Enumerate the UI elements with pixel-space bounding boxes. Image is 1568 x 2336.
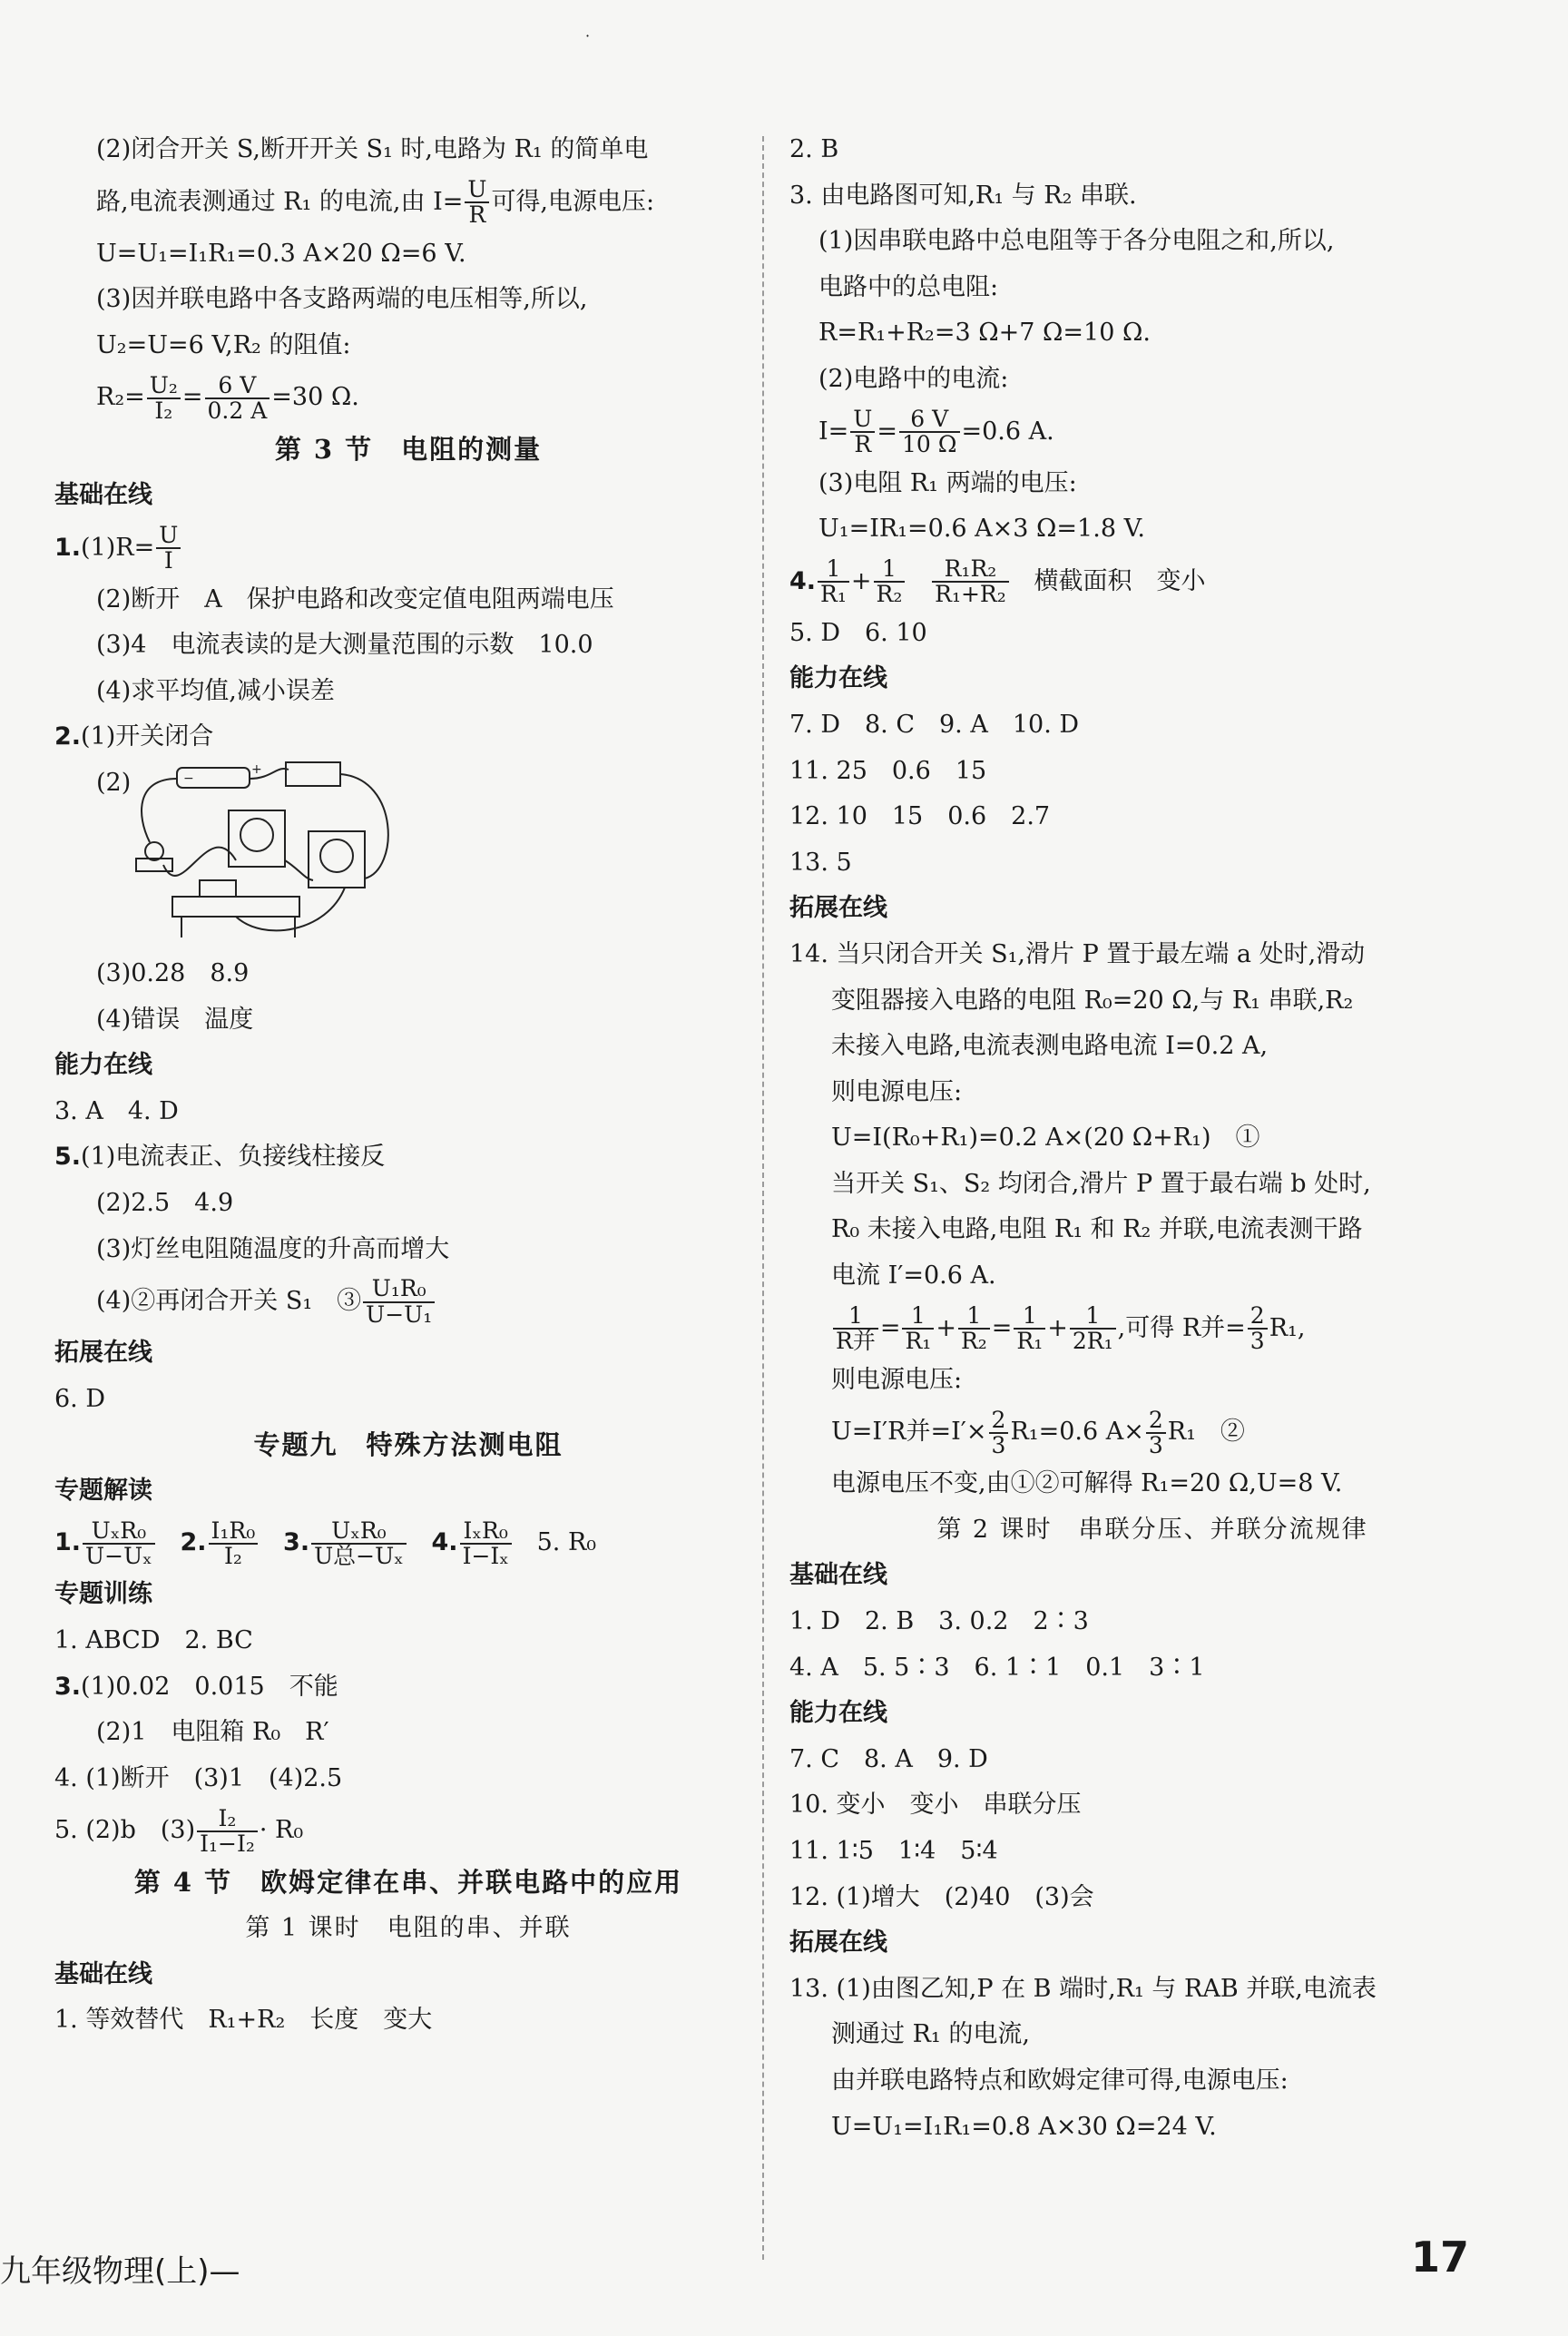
text-line: 测通过 R₁ 的电流,	[831, 2020, 1030, 2049]
text-line: 5. (2)b (3) $\frac{\text{I₂}}{\text{I₁−I₂}}$ · R₀	[54, 1804, 304, 1857]
text-line: 则电源电压:	[831, 1077, 963, 1106]
topic-title: 专题九 特殊方法测电阻	[253, 1429, 564, 1461]
text-line: (3)灯丝电阻随温度的升高而增大	[96, 1234, 450, 1263]
text-line: (2)1 电阻箱 R₀ R′	[96, 1718, 329, 1747]
rheostat	[172, 897, 299, 917]
switch-base	[286, 762, 340, 786]
section-heading: 拓展在线	[789, 894, 887, 923]
section-heading: 基础在线	[54, 480, 152, 509]
left-column	[54, 127, 762, 2044]
text-line: 电路中的总电阻:	[818, 272, 999, 301]
section-heading: 拓展在线	[789, 1929, 887, 1958]
section-heading: 能力在线	[789, 664, 887, 693]
text-line: U₂=U=6 V,R₂ 的阻值:	[96, 330, 351, 359]
fraction: $\frac{2}{3}$	[1146, 1408, 1166, 1458]
fraction: $\frac{1}{\text{2R₁}}$	[1070, 1304, 1116, 1354]
text-line: (3)4 电流表读的是大测量范围的示数 10.0	[96, 631, 593, 660]
text-line: 5. D 6. 10	[789, 618, 927, 647]
text-line: (2)2.5 4.9	[96, 1188, 234, 1217]
text-line: I= $\frac{U}{R}$ = $\frac{6 V}{10 \Omega}$ =0.6 A.	[818, 405, 1054, 458]
fraction: $\frac{\text{U₂}}{\text{I₂}}$	[147, 374, 181, 424]
text-line: 当开关 S₁、S₂ 均闭合,滑片 P 置于最右端 b 处时,	[831, 1169, 1371, 1198]
text-line: 7. C 8. A 9. D	[789, 1744, 988, 1773]
text-line: (2)闭合开关 S,断开开关 S₁ 时,电路为 R₁ 的简单电	[96, 135, 649, 163]
fraction: $\frac{1}{\text{R并}}$	[833, 1304, 878, 1354]
text-line: 7. D 8. C 9. A 10. D	[789, 710, 1080, 739]
text-line: 13. (1)由图乙知,P 在 B 端时,R₁ 与 RAB 并联,电流表	[789, 1974, 1377, 2003]
fraction: $\frac{\text{UₓR₀}}{\text{U总−Uₓ}}$	[311, 1519, 407, 1569]
fraction: $\frac{\text{I₂}}{\text{I₁−I₂}}$	[197, 1807, 258, 1857]
text-line: U=U₁=I₁R₁=0.3 A×20 Ω=6 V.	[96, 239, 466, 268]
circuit-figure-block: (2) − +	[54, 761, 762, 951]
rheostat-slider	[200, 880, 236, 897]
book-title-footer: 九年级物理(上)—	[0, 2253, 240, 2290]
header-mark: ·	[585, 27, 591, 44]
fraction: $\frac{6 V}{0.2 A}$	[205, 374, 270, 424]
battery-minus: −	[183, 770, 194, 786]
text-line: 未接入电路,电流表测电路电流 I=0.2 A,	[831, 1032, 1269, 1061]
fraction: $\frac{\text{U₁R₀}}{\text{U−U₁}}$	[363, 1277, 435, 1327]
section-heading: 能力在线	[789, 1699, 887, 1728]
circuit-diagram	[127, 761, 454, 951]
wire	[163, 848, 236, 876]
text-line: (3)0.28 8.9	[96, 958, 250, 987]
text-line: R₀ 未接入电路,电阻 R₁ 和 R₂ 并联,电流表测干路	[831, 1215, 1363, 1244]
fraction: $\frac{U}{R}$	[465, 178, 489, 228]
text-line: 1. D 2. B 3. 0.2 2∶3	[789, 1607, 1089, 1636]
text-line: 12. 10 15 0.6 2.7	[789, 802, 1051, 831]
text-line: (4)求平均值,减小误差	[96, 676, 335, 705]
text-line: U=U₁=I₁R₁=0.8 A×30 Ω=24 V.	[831, 2112, 1217, 2141]
text-line: 则电源电压:	[831, 1365, 963, 1394]
text-line: 1. 等效替代 R₁+R₂ 长度 变大	[54, 2006, 433, 2035]
text-line: 3.(1)0.02 0.015 不能	[54, 1672, 338, 1701]
text-line: 由并联电路特点和欧姆定律可得,电源电压:	[831, 2066, 1289, 2095]
section-heading: 基础在线	[789, 1561, 887, 1590]
text-line: (2)断开 A 保护电路和改变定值电阻两端电压	[96, 584, 614, 613]
text-line: 4. A 5. 5∶3 6. 1∶1 0.1 3∶1	[789, 1653, 1205, 1682]
text-line: 变阻器接入电路的电阻 R₀=20 Ω,与 R₁ 串联,R₂	[831, 986, 1354, 1015]
text-line: (1)因串联电路中总电阻等于各分电阻之和,所以,	[818, 227, 1335, 256]
text-line: 13. 5	[789, 848, 852, 877]
text-line: 4. $\frac{1}{\text{R₁}}$ + $\frac{1}{\text{R₂}}$ $\frac{\text{R₁R₂}}{\text{R₁+R₂}}$ 横截面积 变小	[789, 555, 1206, 608]
text-line: 电源电压不变,由①②可解得 R₁=20 Ω,U=8 V.	[831, 1469, 1343, 1498]
fraction: $\frac{1}{\text{R₂}}$	[874, 557, 906, 607]
text-line: $\frac{1}{\text{R并}}$ = $\frac{1}{\text{R₁}}$ + $\frac{1}{\text{R₂}}$ = $\frac{1}{\text{R₁}}$ + $\frac{1}{\text{2R₁}}$ ,可得 R并= $\frac{2}{3}$ R₁,	[789, 1300, 1515, 1358]
text-line: 电流 I′=0.6 A.	[831, 1261, 996, 1291]
text-line: 10. 变小 变小 串联分压	[789, 1791, 1082, 1820]
fraction: $\frac{1}{\text{R₁}}$	[1014, 1304, 1045, 1354]
fraction: $\frac{1}{\text{R₁}}$	[902, 1304, 934, 1354]
fraction: $\frac{2}{3}$	[989, 1408, 1009, 1458]
fraction: $\frac{\text{UₓR₀}}{\text{U−Uₓ}}$	[83, 1519, 155, 1569]
fraction: $\frac{\text{I₁R₀}}{\text{I₂}}$	[209, 1519, 259, 1569]
section-heading: 专题训练	[54, 1580, 152, 1609]
right-column	[789, 127, 1515, 2150]
text-line: (2)电路中的电流:	[818, 364, 1009, 393]
text-line: 4. (1)断开 (3)1 (4)2.5	[54, 1763, 343, 1792]
fraction: $\frac{U}{R}$	[850, 407, 875, 457]
text-line: U=I(R₀+R₁)=0.2 A×(20 Ω+R₁) ①	[831, 1124, 1260, 1153]
text-line: 1. $\frac{\text{UₓR₀}}{\text{U−Uₓ}}$ 2. $\frac{\text{I₁R₀}}{\text{I₂}}$ 3. $\frac{\text{UₓR₀}}{\text{U总−Uₓ}}$ 4. $\frac{\text{IₓR₀}}{\text{I−Iₓ}}$ 5. R₀	[54, 1516, 597, 1569]
text-line: (3)因并联电路中各支路两端的电压相等,所以,	[96, 285, 588, 314]
text-line: 3. A 4. D	[54, 1096, 179, 1125]
column-divider	[762, 136, 766, 2260]
text-line: 1. ABCD 2. BC	[54, 1626, 253, 1655]
text-line: (3)电阻 R₁ 两端的电压:	[818, 468, 1077, 497]
fraction: $\frac{1}{\text{R₁}}$	[818, 557, 849, 607]
fraction: $\frac{\text{IₓR₀}}{\text{I−Iₓ}}$	[460, 1519, 512, 1569]
text-line: U=I′R并=I′× $\frac{2}{3}$ R₁=0.6 A× $\frac{2}{3}$ R₁ ②	[831, 1406, 1245, 1458]
fraction: $\frac{1}{\text{R₂}}$	[958, 1304, 990, 1354]
text-line: 3. 由电路图可知,R₁ 与 R₂ 串联.	[789, 181, 1137, 210]
text-line: 1.(1)R= $\frac{U}{I}$	[54, 519, 762, 577]
section-heading: 基础在线	[54, 1959, 152, 1988]
battery-plus: +	[251, 761, 262, 777]
lesson-title: 第 1 课时 电阻的串、并联	[245, 1914, 572, 1943]
text-line: 12. (1)增大 (2)40 (3)会	[789, 1882, 1094, 1911]
wire	[142, 779, 177, 842]
text-line: 14. 当只闭合开关 S₁,滑片 P 置于最左端 a 处时,滑动	[789, 939, 1366, 968]
text-line: 11. 1∶5 1∶4 5∶4	[789, 1837, 998, 1865]
text-line: 2.(1)开关闭合	[54, 722, 214, 751]
text-line: 5.(1)电流表正、负接线柱接反	[54, 1143, 386, 1172]
fraction: $\frac{\text{R₁R₂}}{\text{R₁+R₂}}$	[932, 557, 1009, 607]
fraction: $\frac{U}{I}$	[156, 524, 181, 574]
section-heading: 专题解读	[54, 1476, 152, 1505]
section-title: 第 3 节 电阻的测量	[274, 434, 543, 466]
text-line: 11. 25 0.6 15	[789, 756, 987, 785]
text-line: 路,电流表测通过 R₁ 的电流,由 I= $\frac{U}{R}$ 可得,电源电压:	[96, 175, 655, 229]
text-line: (4)错误 温度	[96, 1005, 254, 1034]
text-line: U₁=IR₁=0.6 A×3 Ω=1.8 V.	[818, 515, 1145, 544]
fraction: $\frac{6 V}{10 \Omega}$	[899, 407, 960, 457]
page-number: 17	[1411, 2233, 1470, 2282]
text-line: R=R₁+R₂=3 Ω+7 Ω=10 Ω.	[818, 319, 1151, 348]
fraction: $\frac{2}{3}$	[1248, 1304, 1268, 1354]
section-heading: 能力在线	[54, 1051, 152, 1080]
section-heading: 拓展在线	[54, 1339, 152, 1368]
section-title: 第 4 节 欧姆定律在串、并联电路中的应用	[133, 1867, 683, 1899]
lesson-title: 第 2 课时 串联分压、并联分流规律	[936, 1515, 1368, 1544]
text-line: 2. B	[789, 135, 839, 163]
wire	[236, 888, 345, 930]
text-line: (4)②再闭合开关 S₁ ③ $\frac{\text{U₁R₀}}{\text{U−U₁}}$	[54, 1272, 762, 1330]
text-line: R₂= $\frac{\text{U₂}}{\text{I₂}}$ = $\frac{6 V}{0.2 A}$ =30 Ω.	[96, 371, 359, 424]
text-line: 6. D	[54, 1384, 105, 1413]
